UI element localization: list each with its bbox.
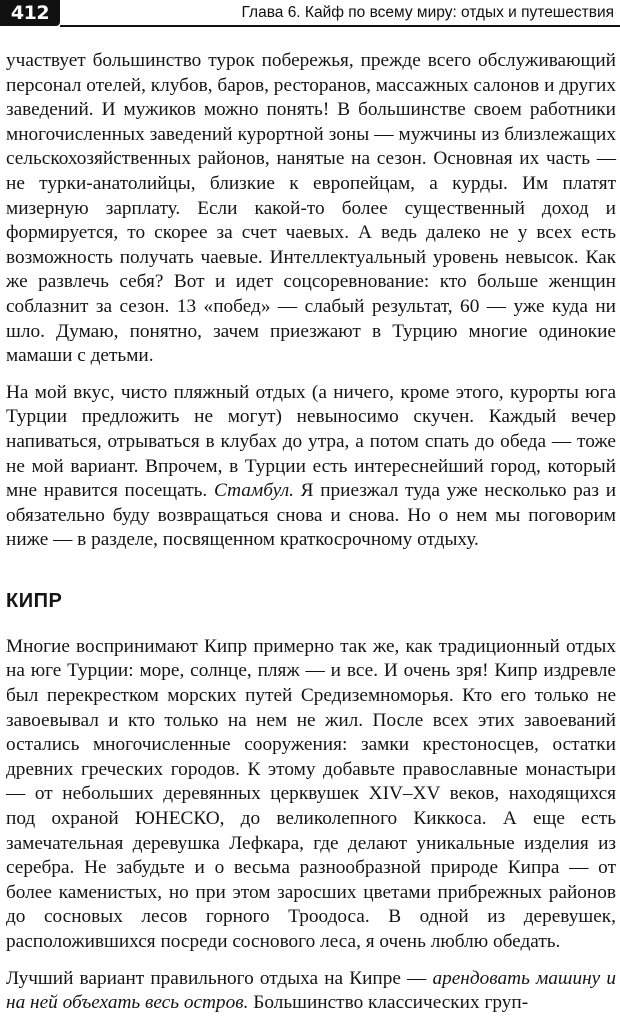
- paragraph-turkey-staff: участвует большинство турок побережья, прежде всего обслуживающий персонал отелей, клубов, баров, ресторанов, массажных салонов и других заведений. И мужиков можно понять! В большинстве своем работники многочисленных заведений курортной зоны — мужчины из близлежащих сельскохозяйственных районов, нанятые на сезон. Основная их часть — не турки-анатолийцы, близкие к европейцам, а курды. Им платят мизерную зарплату. Если какой-то более существенный доход и формируется, то скорее за счет чаевых. А ведь далеко не у всех есть возможность получать чаевые. Интеллектуальный уровень невысок. Как же развлечь себя? Вот и идет соцсоревнование: кто больше женщин соблазнит за сезон. 13 «побед» — слабый результат, 60 — уже куда ни шло. Думаю, понятно, зачем приезжают в Турцию многие одинокие мамаши с детьми.: [6, 50, 616, 367]
- running-chapter-title: Глава 6. Кайф по всему миру: отдых и путешествия: [241, 4, 614, 21]
- paragraph-beach-holiday: [6, 381, 616, 553]
- italic-emphasis: арендовать машину и на ней объехать весь остров.: [6, 967, 616, 1014]
- header-rule: [60, 25, 620, 27]
- paragraph-text: Я приезжал туда уже несколько раз и обязательно буду возвращаться снова и снова. Но о нем мы поговорим ниже — в разделе, посвященном краткосрочному отдыху.: [6, 480, 617, 551]
- italic-emphasis: Стамбул.: [213, 480, 294, 502]
- section-heading-cyprus: КИПР: [6, 589, 63, 612]
- page-number: 412: [0, 0, 60, 26]
- page-body: [6, 49, 616, 1016]
- paragraph-text: Лучший вариант правильного отдыха на Кипре —: [6, 967, 427, 989]
- page-header: [0, 0, 620, 30]
- paragraph-text: Большинство классических груп-: [253, 992, 529, 1014]
- paragraph-cyprus-intro: Многие воспринимают Кипр примерно так же, как традиционный отдых на юге Турции: море, солнце, пляж — и все. И очень зря! Кипр издревле был перекрестком морских путей Средиземноморья. Кто его только не завоевывал и кто только на нем не жил. После всех этих завоеваний остались многочисленные сооружения: замки крестоносцев, остатки древних греческих городов. К этому добавьте православные монастыри — от небольших деревянных церквушек XIV–XV веков, находящихся под охраной ЮНЕСКО, до великолепного Киккоса. А еще есть замечательная деревушка Лефкара, где делают уникальные изделия из серебра. Не забудьте и о весьма разнообразной природе Кипра — от более каменистых, но при этом заросших цветами прибрежных районов до сосновых лесов горного Троодоса. В одной из деревушек, расположившихся посреди соснового леса, я очень люблю обедать.: [6, 635, 616, 952]
- paragraph-text: На мой вкус, чисто пляжный отдых (а ничего, кроме этого, курорты юга Турции предложить не могут) невыносимо скучен. Каждый вечер напиваться, отрываться в клубах до утра, а потом спать до обеда — тоже не мой вариант. Впрочем, в Турции есть интереснейший город, который мне нравится посещать.: [6, 381, 616, 502]
- paragraph-cyprus-best-option: [6, 967, 616, 1016]
